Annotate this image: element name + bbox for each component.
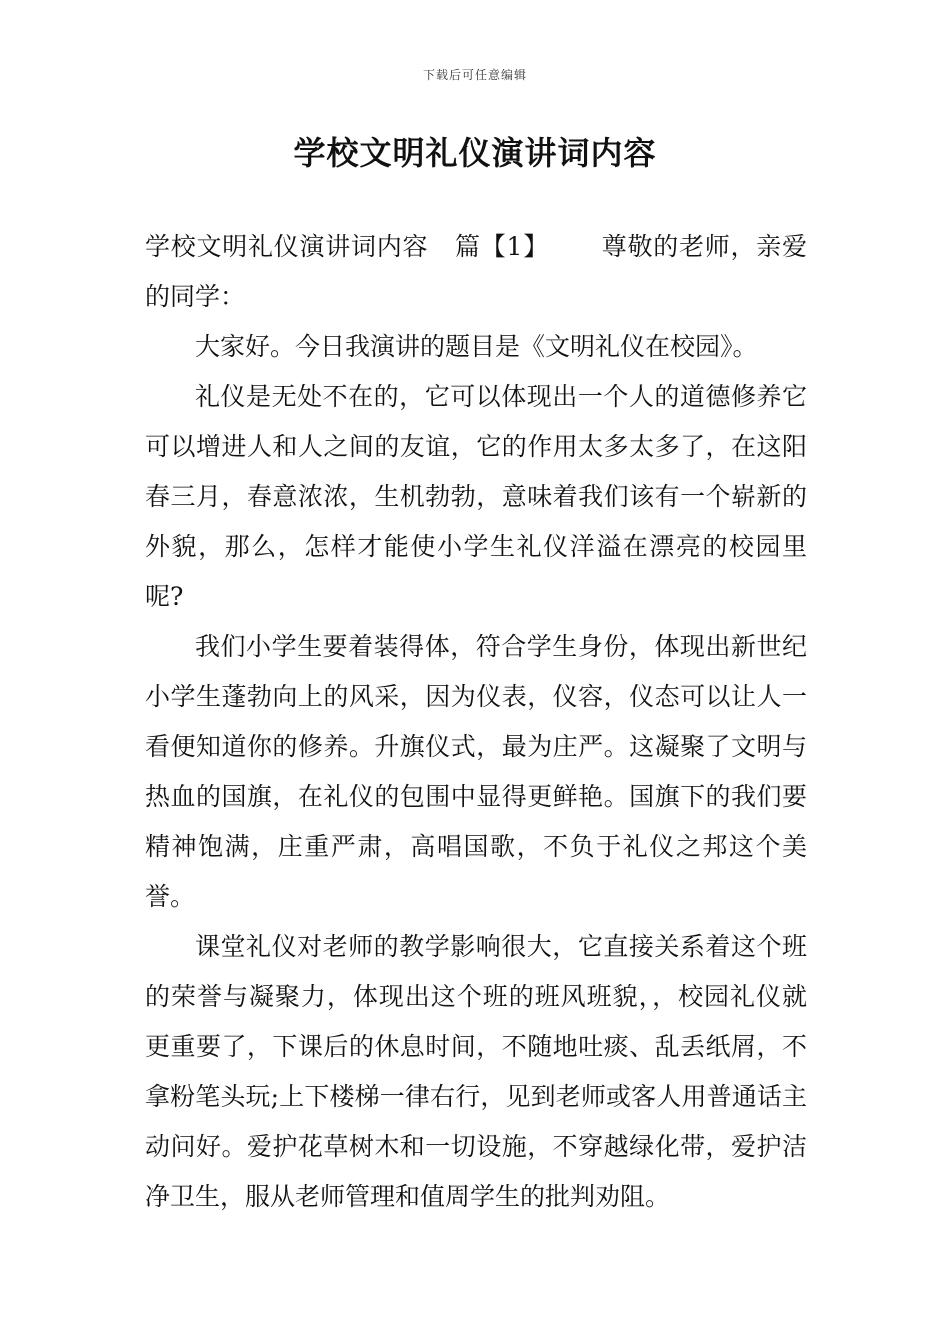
header-note: 下载后可任意编辑 [422,68,527,82]
document-title: 学校文明礼仪演讲词内容 [293,134,657,172]
intro-section: 篇【1】 [454,232,549,261]
intro-line [145,222,807,322]
paragraph-4: 课堂礼仪对老师的教学影响很大，它直接关系着这个班的荣誉与凝聚力，体现出这个班的班风班貌，，校园礼仪就更重要了，下课后的休息时间，不随地吐痰、乱丢纸屑，不拿粉笔头玩;上下楼梯一律右行，见到老师或客人用普通话主动问好。爱护花草树木和一切设施，不穿越绿化带，爱护洁净卫生，服从老师管理和值周学生的批判劝阻。 [145,932,807,1211]
intro-heading: 学校文明礼仪演讲词内容 [145,232,429,261]
paragraph-1: 大家好。今日我演讲的题目是《文明礼仪在校园》。 [195,332,758,361]
document-body [145,222,807,1222]
paragraph-3: 我们小学生要着装得体，符合学生身份，体现出新世纪小学生蓬勃向上的风采，因为仪表，仪容，仪态可以让人一看便知道你的修养。升旗仪式，最为庄严。这凝聚了文明与热血的国旗，在礼仪的包围中显得更鲜艳。国旗下的我们要精神饱满，庄重严肃，高唱国歌，不负于礼仪之邦这个美誉。 [145,632,807,911]
intro-greeting: 尊敬的老师，亲爱的同学： [145,232,807,311]
paragraph-2: 礼仪是无处不在的，它可以体现出一个人的道德修养它可以增进人和人之间的友谊，它的作用太多太多了，在这阳春三月，春意浓浓，生机勃勃，意味着我们该有一个崭新的外貌，那么，怎样才能使小学生礼仪洋溢在漂亮的校园里呢? [145,382,807,611]
